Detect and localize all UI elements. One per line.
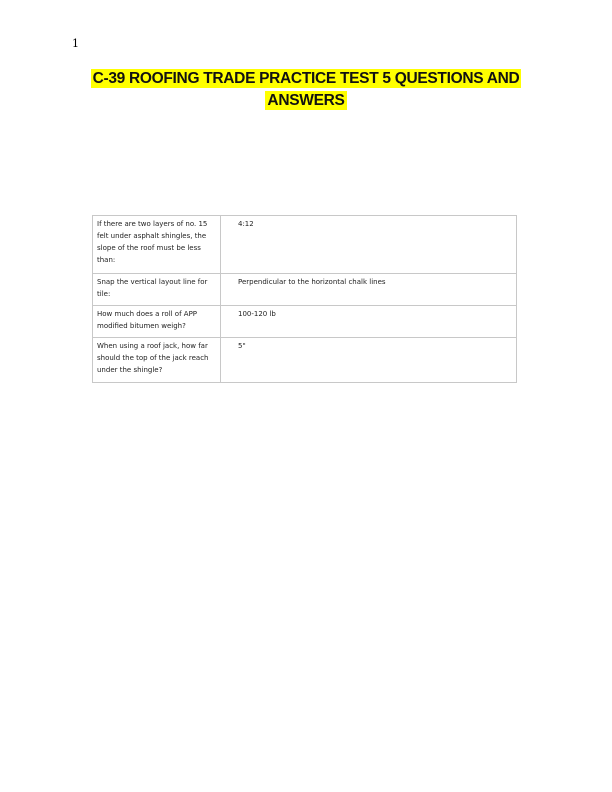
answer-cell: 100-120 lb [221, 306, 516, 338]
qa-table [92, 215, 517, 383]
page-number: 1 [72, 37, 79, 50]
answer-cell: Perpendicular to the horizontal chalk lines [221, 274, 516, 306]
answer-cell: 4:12 [221, 216, 516, 274]
question-cell: Snap the vertical layout line for tile: [93, 274, 221, 306]
table-row [93, 274, 516, 306]
title-line-2: ANSWERS [267, 92, 345, 109]
table-row [93, 216, 516, 274]
answer-cell: 5" [238, 342, 246, 350]
table-row [93, 306, 516, 338]
title-line-1: C-39 ROOFING TRADE PRACTICE TEST 5 QUESTIONS AND [92, 70, 520, 87]
question-cell: If there are two layers of no. 15 felt under asphalt shingles, the slope of the roof must be less than: [93, 216, 221, 274]
question-cell: When using a roof jack, how far should the top of the jack reach under the shingle? [93, 338, 221, 382]
table-row [93, 338, 516, 382]
question-cell: How much does a roll of APP modified bitumen weigh? [93, 306, 221, 338]
page-title [60, 68, 552, 112]
